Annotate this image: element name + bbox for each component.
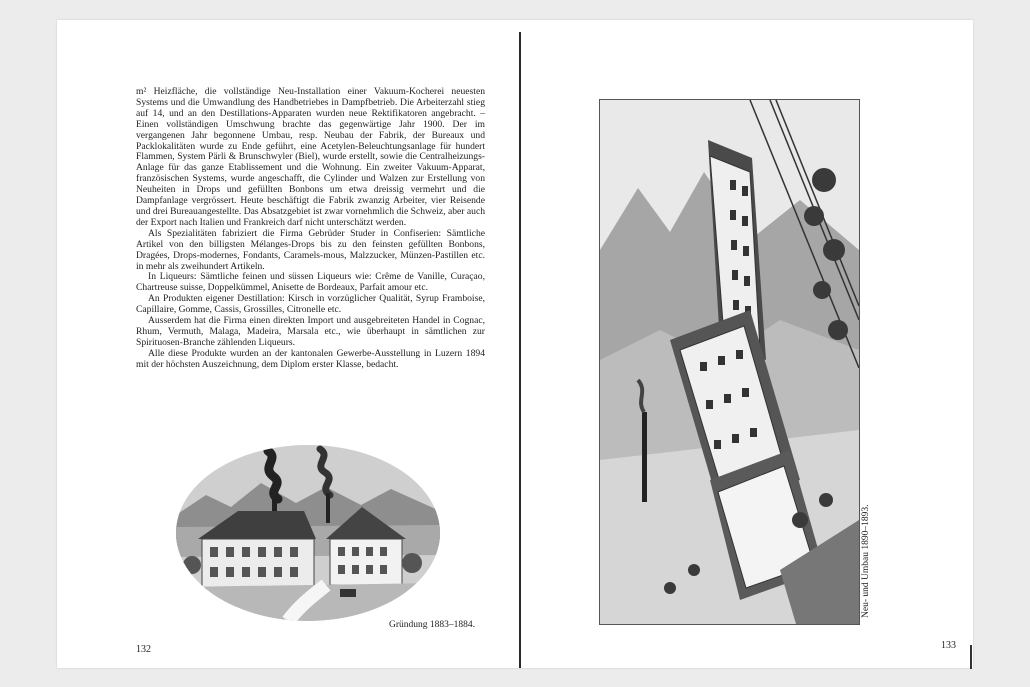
factory-1883-illustration: [176, 445, 440, 621]
book-spread: [57, 20, 973, 668]
left-page: [57, 20, 519, 668]
paragraph: Als Spezialitäten fabriziert die Firma Gebrüder Studer in Confiserien: Sämtliche Artikel von den billigsten Mélanges-Drops bis zu den feinsten gefüllten Bonbons, Dragées, Drops-modernes, Fondants, Caramels-mous, Malzzucker, Münzen-Pastillen etc. in mehr als zweihundert Artikeln.: [136, 227, 485, 272]
paragraph: Alle diese Produkte wurden an der kantonalen Gewerbe-Ausstellung in Luzern 1894 mit der höchsten Auszeichnung, dem Diplom erster Klasse, bedacht.: [136, 347, 485, 370]
paragraph: Ausserdem hat die Firma einen direkten Import und ausgebreiteten Handel in Cognac, Rhum, Vermuth, Malaga, Madeira, Marsala etc., wie überhaupt in sämtlichen zur Spirituosen-Branche zählenden Liqueurs.: [136, 315, 485, 348]
right-page: [521, 20, 973, 668]
body-text: [136, 87, 485, 371]
paragraph: m² Heizfläche, die vollständige Neu-Installation einer Vakuum-Kocherei neuesten Systems und die Umwandlung des Handbetriebes in Dampfbetrieb. Die Arbeiterzahl stieg auf 14, und an den Destillations-Apparaten wurden neue Rektifikatoren angebracht. – Einen vollständigen Umschwung brachte das gegenwärtige Jahr 1900. Der im vergangenen Jahr begonnene Umbau, resp. Neubau der Fabrik, der Bureaux und Packlokalitäten wurde zu Ende geführt, eine Acetylen-Beleuchtungsanlage für hundert Flammen, System Pärli & Brunschwyler (Biel), wurde erstellt, sowie die Centralheizungs-Anlage für das ganze Etablissement und die Wohnung. Ein zweiter Vakuum-Apparat, französischen Systems, wurde angeschafft, die Cylinder und Walzen zur Erstellung von Neuheiten in Drops und gefüllten Bonbons um etwa dreissig vermehrt und die Dampfanlage vergrössert. Heute beschäftigt die Fabrik zwanzig Arbeiter, vier Reisende und drei Bureauangestellte. Das Absatzgebiet ist zwar vornehmlich die Schweiz, aber auch der Export nach Italien und Frankreich darf nicht unterschätzt werden.: [136, 86, 485, 228]
factory-1890-illustration: [599, 99, 860, 625]
paragraph: In Liqueurs: Sämtliche feinen und süssen Liqueurs wie: Crême de Vanille, Curaçao, Chartreuse suisse, Doppelkümmel, Anisette de Bordeaux, Parfait amour etc.: [136, 271, 485, 294]
paragraph: An Produkten eigener Destillation: Kirsch in vorzüglicher Qualität, Syrup Framboise, Capillaire, Gomme, Cassis, Grossilles, Citronelle etc.: [136, 293, 485, 316]
figure-caption: Gründung 1883–1884.: [389, 620, 476, 630]
page-number: 133: [941, 640, 956, 651]
figure-caption-vertical: Neu- und Umbau 1890–1893.: [861, 504, 871, 618]
page-edge-mark: [970, 645, 972, 669]
page-number: 132: [136, 644, 151, 655]
